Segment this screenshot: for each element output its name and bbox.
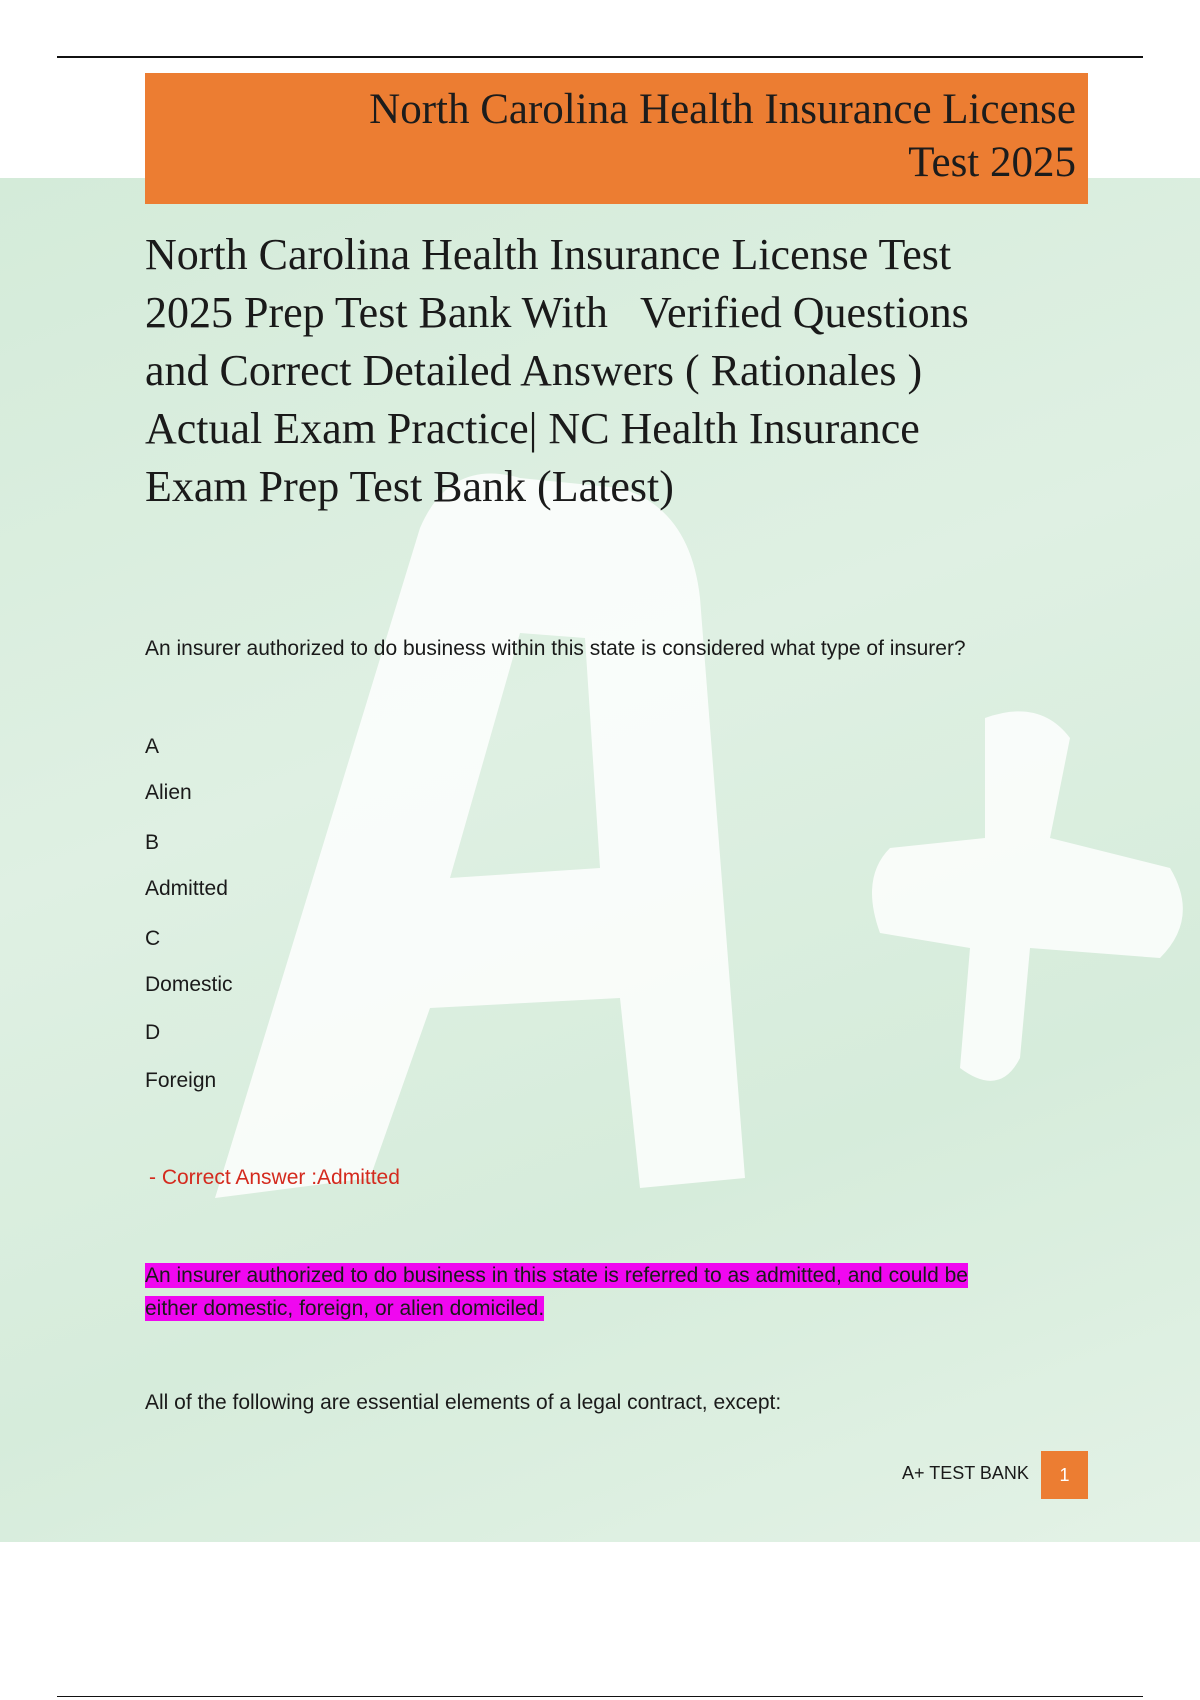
correct-answer: - Correct Answer :Admitted xyxy=(149,1166,400,1189)
header-title-line-1: North Carolina Health Insurance License xyxy=(369,86,1076,133)
option-a-letter: A xyxy=(145,735,160,758)
top-rule xyxy=(57,56,1143,58)
document-title xyxy=(145,226,1105,516)
option-b-text: Admitted xyxy=(145,877,228,900)
option-d-letter: D xyxy=(145,1021,161,1044)
rationale-line-2: either domestic, foreign, or alien domiciled. xyxy=(145,1297,545,1320)
title-line-5: Exam Prep Test Bank (Latest) xyxy=(145,462,674,511)
option-c-text: Domestic xyxy=(145,973,233,996)
title-line-2: 2025 Prep Test Bank With Verified Questions xyxy=(145,288,969,337)
rationale-line-1: An insurer authorized to do business in this state is referred to as admitted, and could be xyxy=(145,1264,968,1287)
rationale-highlight xyxy=(145,1259,1065,1325)
option-d-text: Foreign xyxy=(145,1069,217,1092)
header-banner xyxy=(145,73,1088,204)
title-line-1: North Carolina Health Insurance License Test xyxy=(145,230,952,279)
option-c-letter: C xyxy=(145,927,161,950)
option-b-letter: B xyxy=(145,831,160,854)
bottom-rule xyxy=(57,1696,1143,1697)
question-2-text: All of the following are essential elements of a legal contract, except: xyxy=(145,1391,782,1414)
title-line-3: and Correct Detailed Answers ( Rationales ) xyxy=(145,346,923,395)
option-a-text: Alien xyxy=(145,781,192,804)
question-1-text: An insurer authorized to do business within this state is considered what type of insurer? xyxy=(145,637,966,660)
page-number-badge: 1 xyxy=(1041,1451,1088,1499)
footer-label: A+ TEST BANK xyxy=(902,1463,1029,1483)
title-line-4: Actual Exam Practice| NC Health Insurance xyxy=(145,404,920,453)
header-title-line-2: Test 2025 xyxy=(908,139,1076,186)
